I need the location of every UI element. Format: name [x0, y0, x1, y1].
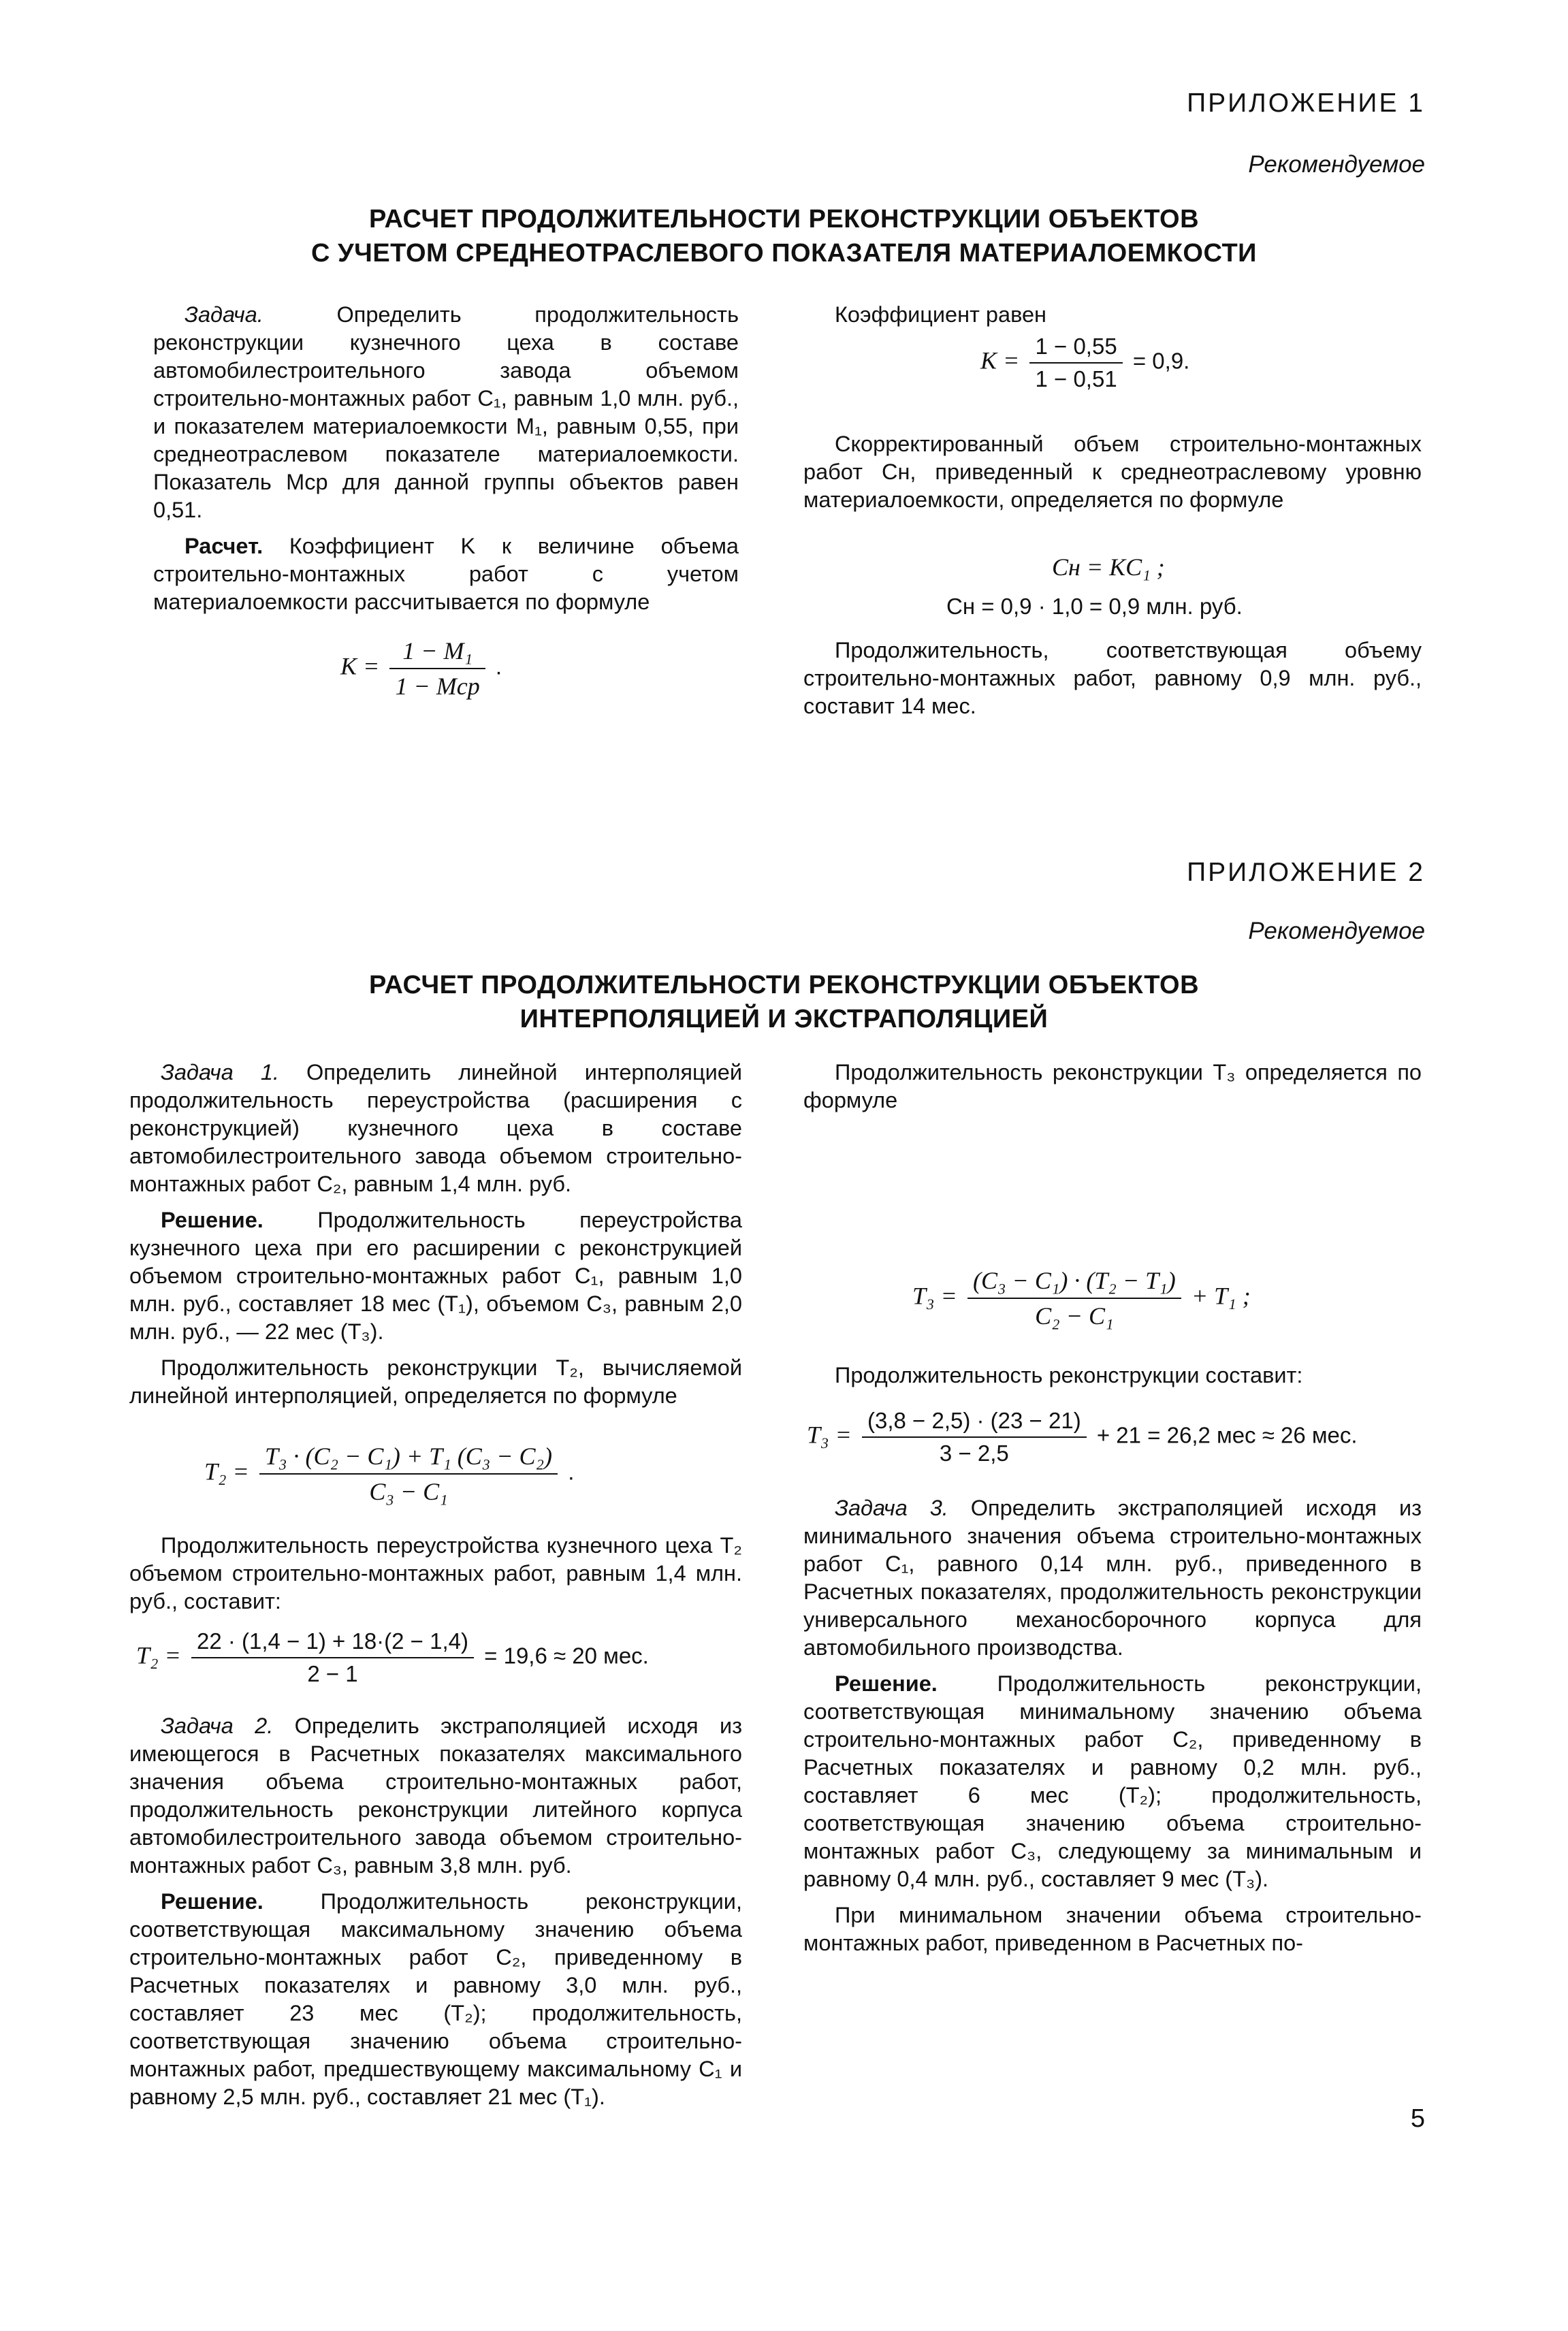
- task2-label: Задача 2.: [161, 1714, 274, 1738]
- sol2-text: Продолжительность реконструкции, соответствующая максимальному значению объема строительно-монтажных работ C₂, приведенному в Расчетных показателях и равному 3,0 млн. руб., составляет 23 мес (T₂); продолжительность, соответствующая значению объема строительно-монтажных работ, предшествующему максимальному C₁ и равному 2,5 млн. руб., составляет 21 мес (T₁).: [129, 1889, 742, 2109]
- result2-paragraph: Продолжительность реконструкции составит:: [835, 1363, 1303, 1387]
- sol1-text: Продолжительность переустройства кузнечного цеха при его расширении с реконструкцией объемом строительно-монтажных работ C₁, равным 1,0 млн. руб., составляет 18 мес (T₁), объемом C₃, равным 2,0 млн. руб., — 22 мес (T₃).: [129, 1208, 743, 1344]
- appendix1-right-column: [803, 301, 1422, 337]
- task2-text: Определить экстраполяцией исходя из имеющегося в Расчетных показателях максимального значения объема строительно-монтажных работ, продолжительность реконструкции литейного корпуса автомобилестроительного завода объемом строительно-монтажных работ C₃, равным 3,8 млн. руб.: [129, 1714, 743, 1878]
- extrap-text-block: [803, 1059, 1422, 1123]
- corrected-paragraph: Скорректированный объем строительно-монтажных работ Cн, приведенный к среднеотраслевому уровню материалоемкости, определяется по формуле: [803, 432, 1422, 512]
- formula-t3-value: T₃ = $\frac{(3,8 - 2,5) \cdot (23 - 21)}{3 - 2,5}$ + 21 = 26,2 мес ≈ 26 мес.: [807, 1408, 1358, 1466]
- sol1-label: Решение.: [161, 1208, 263, 1232]
- formula-cn-value: Cн = 0,9 · 1,0 = 0,9 млн. руб.: [946, 594, 1243, 619]
- appendix1-title-line1: РАСЧЕТ ПРОДОЛЖИТЕЛЬНОСТИ РЕКОНСТРУКЦИИ ОБЪЕКТОВ: [368, 205, 1200, 234]
- task-label: Задача.: [185, 302, 263, 327]
- formula-t2-general: T₂ = $\frac{\text{T₃ · (C₂ − C₁) + T₁ (C₃ − C₂)}}{\text{C₃ − C₁}}$ .: [204, 1443, 575, 1505]
- extrap-text: Продолжительность реконструкции T₃ определяется по формуле: [803, 1060, 1422, 1112]
- task2-block: [129, 1712, 742, 2119]
- formula-t3-general: T₃ = $\frac{\text{(C₃ − C₁) · (T₂ − T₁)}}{\text{C₂ − C₁}}$ + T₁ ;: [912, 1267, 1251, 1330]
- task1-block: [129, 1059, 742, 1418]
- task-text: Определить продолжительность реконструкции кузнечного цеха в составе автомобилестроительного завода объемом строительно-монтажных работ C₁, равным 1,0 млн. руб., и показателем материалоемкости M₁, равным 0,55, при среднеотраслевом показателе материалоемкости. Показатель Mср для данной группы объектов равен 0,51.: [153, 302, 739, 522]
- duration-paragraph: Продолжительность, соответствующая объему строительно-монтажных работ, равному 0,9 млн. руб., составит 14 мес.: [803, 638, 1422, 718]
- appendix2-label: ПРИЛОЖЕНИЕ 2: [1187, 858, 1425, 887]
- page-number: 5: [1410, 2104, 1425, 2133]
- calc-text: Коэффициент K к величине объема строительно-монтажных работ с учетом материалоемкости рассчитывается по формуле: [153, 534, 739, 614]
- formula-k-value: K = $\frac{1 - 0,55}{1 - 0,51}$ = 0,9.: [980, 334, 1190, 391]
- appendix1-status: Рекомендуемое: [1248, 151, 1425, 178]
- appendix2-title-line1: РАСЧЕТ ПРОДОЛЖИТЕЛЬНОСТИ РЕКОНСТРУКЦИИ ОБЪЕКТОВ: [368, 971, 1200, 999]
- last-text: При минимальном значении объема строительно-монтажных работ, приведенном в Расчетных по-: [803, 1903, 1422, 1955]
- coef-text: Коэффициент равен: [835, 302, 1047, 327]
- sol2-label: Решение.: [161, 1889, 263, 1914]
- task1-label: Задача 1.: [161, 1060, 279, 1084]
- formula-t2-value: T₂ = $\frac{22 \cdot (1,4 - 1) + 18\cdot(2 - 1,4)}{2 - 1}$ = 19,6 ≈ 20 мес.: [136, 1628, 649, 1686]
- calc-label: Расчет.: [185, 534, 263, 558]
- appendix1-label: ПРИЛОЖЕНИЕ 1: [1187, 89, 1425, 118]
- appendix2-title-line2: ИНТЕРПОЛЯЦИЕЙ И ЭКСТРАПОЛЯЦИЕЙ: [519, 1005, 1049, 1033]
- task1-text: Определить линейной интерполяцией продолжительность переустройства (расширения с реконструкцией) кузнечного цеха в составе автомобилестроительного завода объемом строительно-монтажных работ C₂, равным 1,4 млн. руб.: [129, 1060, 742, 1196]
- task3-text: Определить экстраполяцией исходя из минимального значения объема строительно-монтажных работ C₁, равного 0,14 млн. руб., приведенного в Расчетных показателях, продолжительность реконструкции универсального механосборочного корпуса для автомобильного производства.: [803, 1496, 1422, 1660]
- formula-k-general: K = $\frac{\text{1 − M₁}}{\text{1 − Mср}}$ .: [340, 637, 502, 700]
- task3-block: [803, 1494, 1422, 1965]
- appendix2-title: [136, 968, 1432, 1036]
- appendix1-left-column: [153, 301, 739, 624]
- formula-cn: Cн = KC₁ ;: [1052, 553, 1165, 581]
- result1-paragraph: Продолжительность переустройства кузнечного цеха T₂ объемом строительно-монтажных работ, равным 1,4 млн. руб., составит:: [129, 1533, 742, 1613]
- appendix1-title: [136, 202, 1432, 270]
- appendix2-status: Рекомендуемое: [1248, 918, 1425, 944]
- sol3-label: Решение.: [835, 1671, 938, 1696]
- sol3-text: Продолжительность реконструкции, соответствующая минимальному значению объема строительно-монтажных работ C₂, приведенному в Расчетных показателях и равному 0,2 млн. руб., составляет 6 мес (T₂); продолжительность, соответствующая значению объема строительно-монтажных работ C₃, следующему за минимальным и равному 0,4 млн. руб., составляет 9 мес (T₃).: [803, 1671, 1422, 1891]
- interp-text: Продолжительность реконструкции T₂, вычисляемой линейной интерполяцией, определяется по формуле: [129, 1355, 742, 1408]
- appendix1-title-line2: С УЧЕТОМ СРЕДНЕОТРАСЛЕВОГО ПОКАЗАТЕЛЯ МАТЕРИАЛОЕМКОСТИ: [311, 239, 1257, 268]
- task3-label: Задача 3.: [835, 1496, 948, 1520]
